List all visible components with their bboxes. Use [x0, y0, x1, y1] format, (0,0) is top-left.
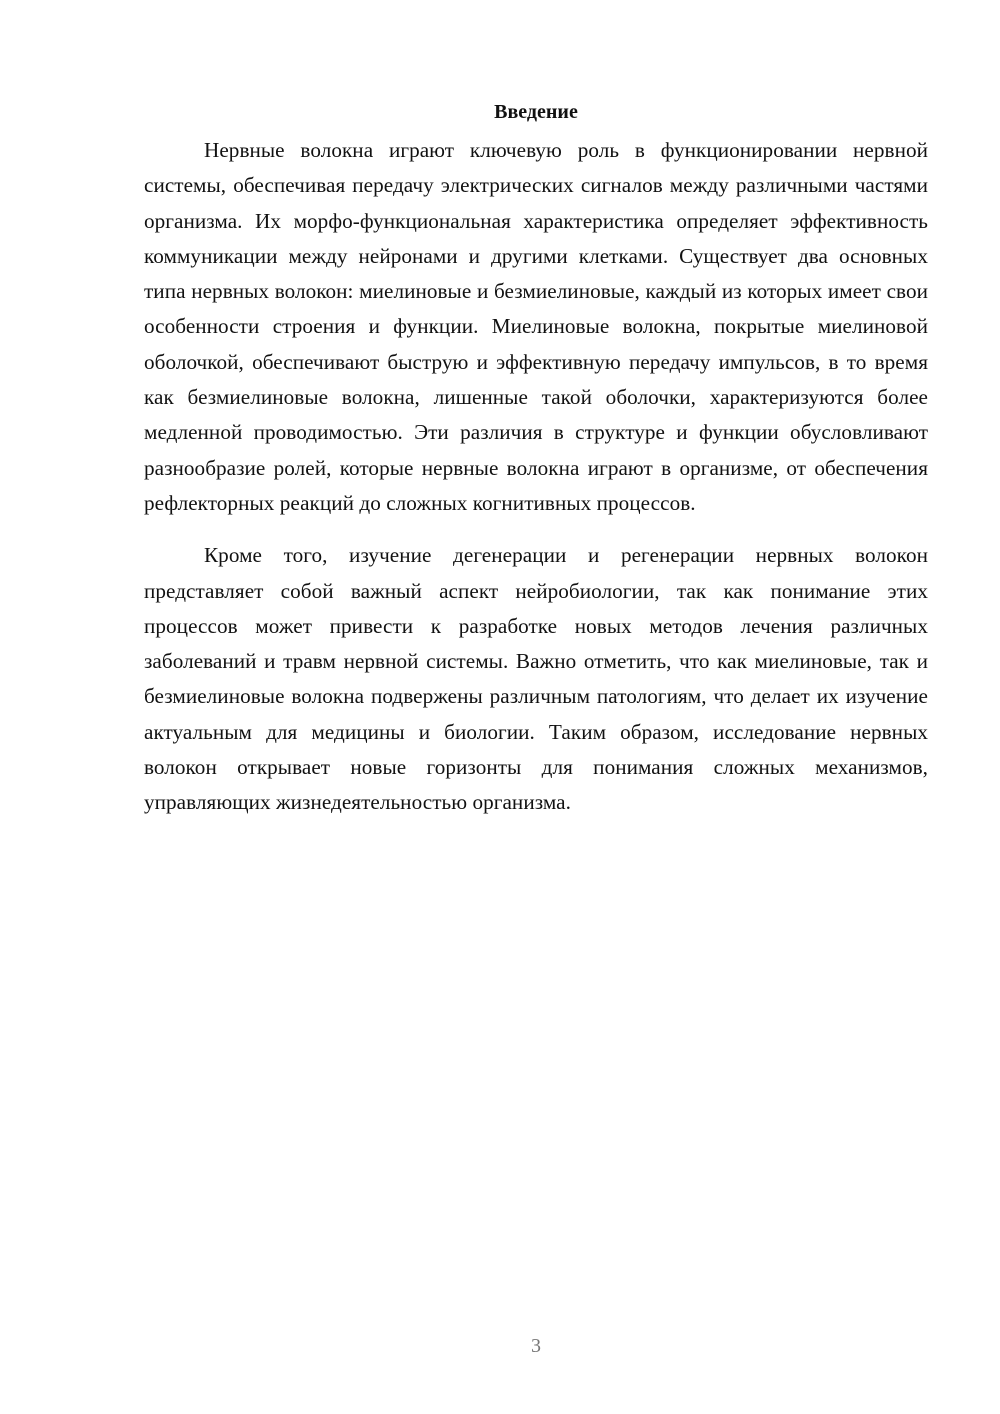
paragraph-1: Нервные волокна играют ключевую роль в функционировании нервной системы, обеспечивая передачу электрических сигналов между различными частями организма. Их морфо-функциональная характеристика определяет эффективность коммуникации между нейронами и другими клетками. Существует два основных типа нервных волокон: миелиновые и безмиелиновые, каждый из которых имеет свои особенности строения и функции. Миелиновые волокна, покрытые миелиновой оболочкой, обеспечивают быструю и эффективную передачу импульсов, в то время как безмиелиновые волокна, лишенные такой оболочки, характеризуются более медленной проводимостью. Эти различия в структуре и функции обусловливают разнообразие ролей, которые нервные волокна играют в организме, от обеспечения рефлекторных реакций до сложных когнитивных процессов. [144, 138, 928, 515]
section-heading: Введение [494, 101, 578, 123]
page-number: 3 [531, 1335, 541, 1357]
page-content [144, 97, 928, 821]
paragraph-2: Кроме того, изучение дегенерации и регенерации нервных волокон представляет собой важный аспект нейробиологии, так как понимание этих процессов может привести к разработке новых методов лечения различных заболеваний и травм нервной системы. Важно отметить, что как миелиновые, так и безмиелиновые волокна подвержены различным патологиям, что делает их изучение актуальным для медицины и биологии. Таким образом, исследование нервных волокон открывает новые горизонты для понимания сложных механизмов, управляющих жизнедеятельностью организма. [144, 543, 928, 815]
